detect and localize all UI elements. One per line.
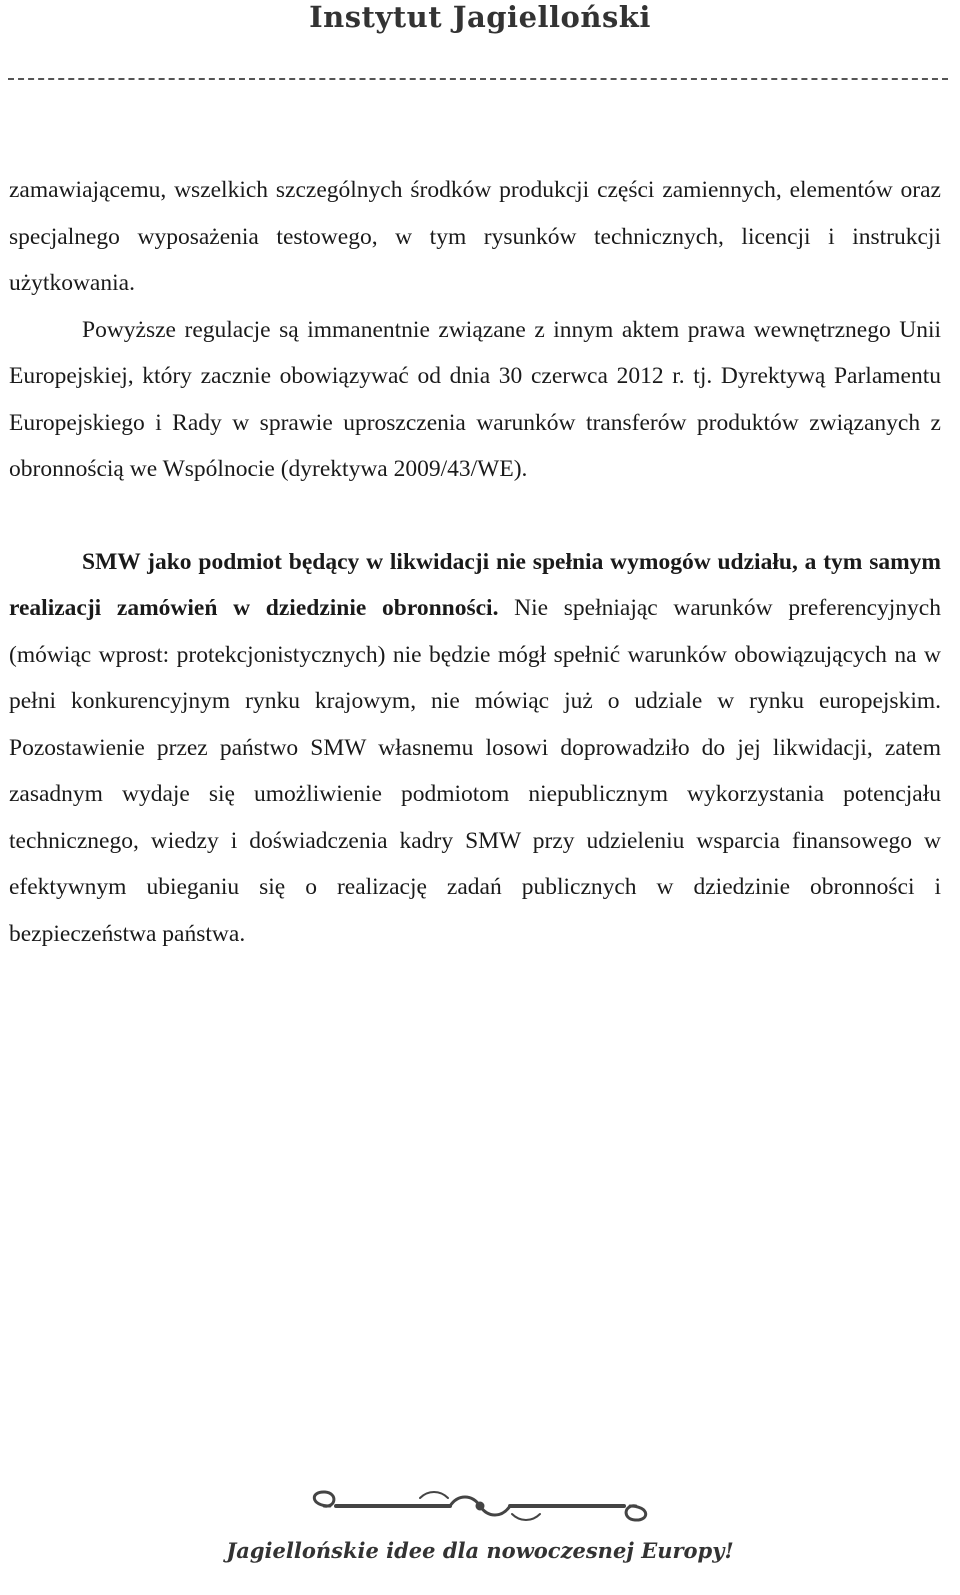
paragraph-3-bold-lead: SMW jako podmiot będący w likwidacji nie spełnia wymogów udziału, a tym samym realizacji zamówień w dziedzinie obronności. <box>9 548 941 621</box>
paragraph-spacer <box>9 493 941 539</box>
header-divider <box>8 78 948 80</box>
paragraph-2: Powyższe regulacje są immanentnie związane z innym aktem prawa wewnętrznego Unii Europejskiej, który zacznie obowiązywać od dnia 30 czerwca 2012 r. tj. Dyrektywą Parlamentu Europejskiego i Rady w sprawie uproszczenia warunków transferów produktów związanych z obronnością we Wspólnocie (dyrektywa 2009/43/WE). <box>9 316 941 482</box>
document-body <box>9 167 941 957</box>
paragraph-3 <box>9 539 941 958</box>
scroll-ornament-icon <box>300 1486 660 1526</box>
paragraph-1: zamawiającemu, wszelkich szczególnych środków produkcji części zamiennych, elementów oraz specjalnego wyposażenia testowego, w tym rysunków technicznych, licencji i instrukcji użytkowania. <box>9 177 941 296</box>
page-title: Instytut Jagielloński <box>309 0 651 34</box>
paragraph-3-text: Nie spełniając warunków preferencyjnych (mówiąc wprost: protekcjonistycznych) nie będzie mógł spełnić warunków obowiązujących na w pełni konkurencyjnym rynku krajowym, nie mówiąc już o udziale w rynku europejskim. Pozostawienie przez państwo SMW własnemu losowi doprowadziło do jej likwidacji, zatem zasadnym wydaje się umożliwienie podmiotom niepublicznym wykorzystania potencjału technicznego, wiedzy i doświadczenia kadry SMW przy udzieleniu wsparcia finansowego w efektywnym ubieganiu się o realizację zadań publicznych w dziedzinie obronności i bezpieczeństwa państwa. <box>9 595 941 947</box>
footer-motto: Jagiellońskie idee dla nowoczesnej Europy! <box>226 1538 734 1563</box>
